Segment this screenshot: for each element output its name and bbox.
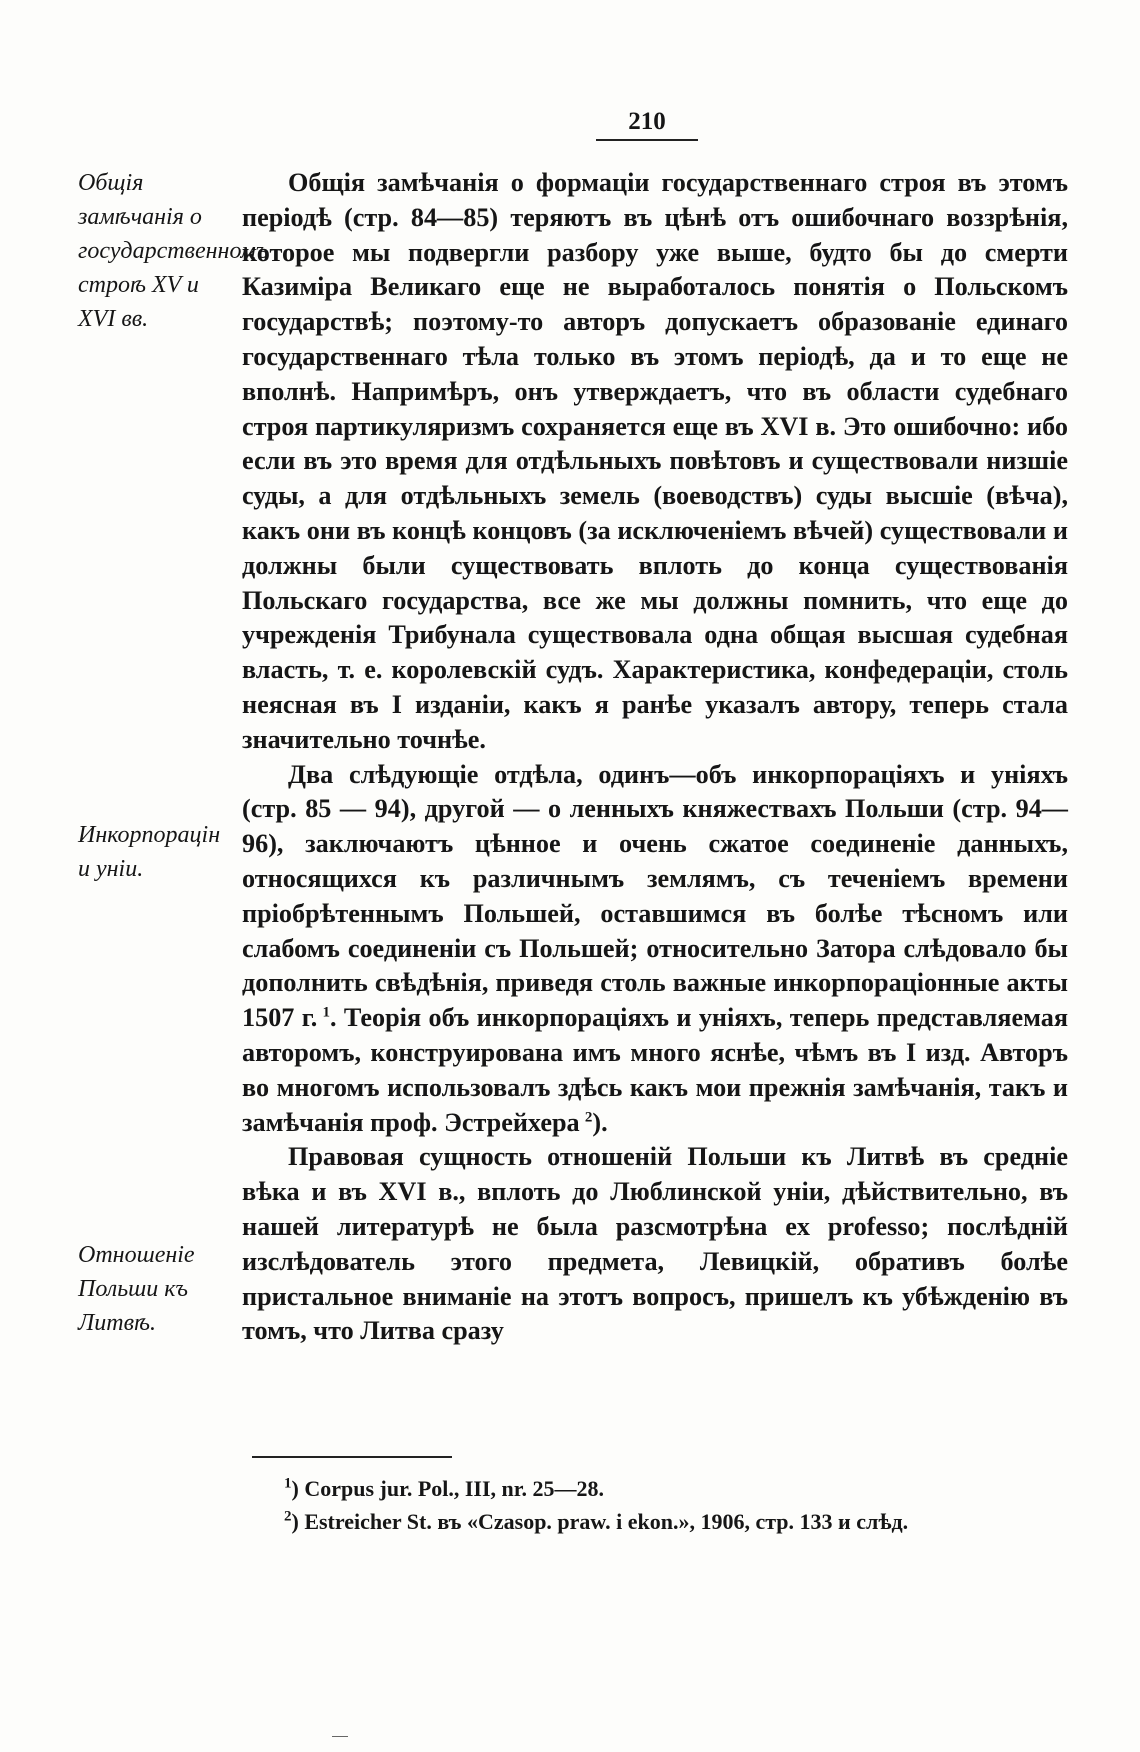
paragraph-text-end: ). xyxy=(592,1107,608,1137)
margin-note-poland-lithuania: Отношеніе Польши къ Литвѣ. xyxy=(78,1242,195,1336)
footnote-ref[interactable]: 2 xyxy=(584,1108,593,1125)
footnotes xyxy=(284,1472,1084,1538)
footnote-text: ) Estreicher St. въ «Czasop. praw. i ekon.», 1906, стр. 133 и слѣд. xyxy=(291,1509,909,1534)
footnote-marker: 1 xyxy=(284,1475,292,1492)
scan-mark xyxy=(332,1736,348,1737)
paragraph-text-continued: . Теорія объ инкорпораціяхъ и уніяхъ, теперь представляемая авторомъ, конструирована имъ много яснѣе, чѣмъ въ I изд. Авторъ во многомъ использовалъ здѣсь какъ мои прежнія замѣчанія, такъ и замѣчанія проф. Эстрейхера xyxy=(242,1003,1069,1137)
paragraph-text: Два слѣдующіе отдѣла, одинъ—объ инкорпораціяхъ и уніяхъ (стр. 85 — 94), другой — о ленныхъ княжествахъ Польши (стр. 94—96), заключаютъ цѣнное и очень сжатое соединеніе данныхъ, относящихся къ различнымъ землямъ, съ теченіемъ времени пріобрѣтеннымъ Польшей, оставшимся въ болѣе тѣсномъ или слабомъ соединеніи съ Польшей; относительно Затора слѣдовало бы дополнить свѣдѣнія, приведя столь важные инкорпораціонные акты 1507 г. xyxy=(242,759,1068,1033)
paragraph-incorporations xyxy=(242,758,1068,1141)
footnote xyxy=(284,1505,1084,1538)
footnote-marker: 2 xyxy=(284,1508,292,1525)
footnote-ref[interactable]: 1 xyxy=(322,1004,330,1021)
margin-note-general-remarks: Общія замѣчанія о государственномъ строѣ XV и XVI вв. xyxy=(78,170,269,332)
footnote-text: ) Corpus jur. Pol., III, nr. 25—28. xyxy=(291,1476,605,1501)
footnote xyxy=(284,1472,1084,1505)
paragraph-general-remarks: Общія замѣчанія о формаціи государственнаго строя въ этомъ періодѣ (стр. 84—85) теряютъ въ цѣнѣ отъ ошибочнаго воззрѣнія, которое мы подвергли разбору уже выше, будто бы до смерти Казиміра Великаго еще не выработалось понятія о Польскомъ государствѣ; поэтому-то авторъ допускаетъ образованіе единаго государственнаго тѣла только въ этомъ періодѣ, да и то еще не вполнѣ. Напримѣръ, онъ утверждаетъ, что въ области судебнаго строя партикуляризмъ сохраняется еще въ XVI в. Это ошибочно: ибо если въ это время для отдѣльныхъ повѣтовъ и существовали низшіе суды, а для отдѣльныхъ земель (воеводствъ) суды высшіе (вѣча), какъ они въ концѣ концовъ (за исключеніемъ вѣчей) существовали и должны были существовать вплоть до конца существованія Польскаго государства, все же мы должны помнить, что еще до учрежденія Трибунала существовала одна общая высшая судебная власть, т. е. королевскій судъ. Характеристика, конфедераціи, столь неясная въ I изданіи, какъ я ранѣе указалъ автору, теперь стала значительно точнѣе. xyxy=(242,168,1068,754)
body-text xyxy=(242,166,1068,1349)
paragraph-poland-lithuania: Правовая сущность отношеній Польши къ Литвѣ въ средніе вѣка и въ XVI в., вплоть до Люблинской уніи, дѣйствительно, въ нашей литературѣ не была разсмотрѣна ex professo; послѣдній изслѣдователь этого предмета, Левицкій, обративъ болѣе пристальное вниманіе на этотъ вопросъ, пришелъ къ убѣжденію въ томъ, что Литва сразу xyxy=(242,1142,1068,1346)
margin-note-incorporations: Инкорпорацін и уніи. xyxy=(78,822,221,882)
page-number: 210 xyxy=(596,108,698,141)
footnote-separator xyxy=(252,1456,452,1458)
